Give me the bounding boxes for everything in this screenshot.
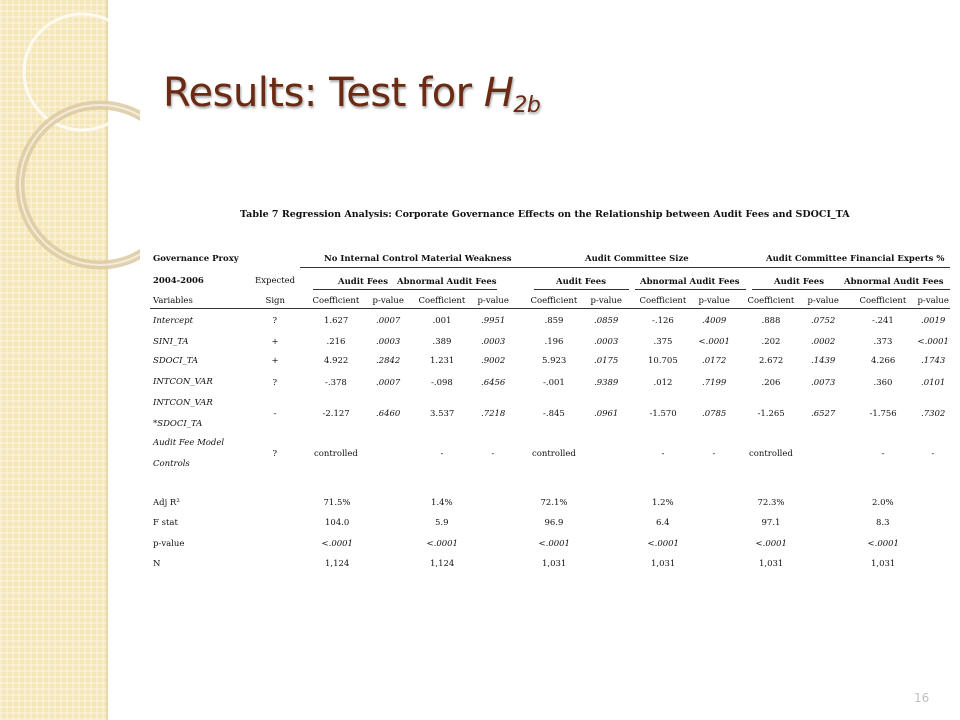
table-cell: .7218 [481,409,506,419]
table-cell: .389 [432,337,452,347]
stat-value: 1,031 [759,559,784,569]
table-cell: .0019 [921,316,946,326]
table-cell: 2.672 [759,356,784,366]
stat-value: <.0001 [538,539,570,549]
table-cell: .206 [761,378,781,388]
subgroup-header: Abnormal Audit Fees [640,277,740,287]
table-cell: .1439 [811,356,836,366]
table-cell: controlled [532,449,576,459]
subgroup-rule [752,289,848,290]
stat-label: p-value [153,539,185,549]
stat-value: 8.3 [876,518,890,528]
stat-value: <.0001 [755,539,787,549]
expected-label: Expected [255,276,296,286]
stat-value: 5.9 [435,518,449,528]
title-hypothesis: H [483,70,514,116]
table-cell: .9951 [481,316,506,326]
table-cell: .0003 [376,337,401,347]
group-header: No Internal Control Material Weakness [324,254,512,264]
sign-label: Sign [265,296,285,306]
table-cell: -2.127 [322,409,350,419]
subgroup-header: Abnormal Audit Fees [397,277,497,287]
table-cell: 4.922 [324,356,349,366]
subgroup-header: Audit Fees [774,277,825,287]
stat-value: 1,031 [871,559,896,569]
group-header: Audit Committee Financial Experts % [766,254,945,264]
stat-value: 72.1% [540,498,568,508]
row-variable-name: SINI_TA [153,337,189,347]
row-variable-name: Audit Fee Model [153,438,225,448]
table-cell: .0785 [702,409,727,419]
table-cell: - [712,449,716,459]
table-cell: -1.570 [649,409,677,419]
stat-value: 6.4 [656,518,670,528]
table-cell: .0961 [594,409,619,419]
table-cell: 10.705 [648,356,678,366]
table-cell: .0007 [376,378,401,388]
table-cell: .0752 [811,316,836,326]
table-cell: .012 [653,378,673,388]
stat-label: Adj R² [153,498,180,508]
row-sign: ? [272,449,278,459]
title-text: Results: Test for [163,70,484,116]
subgroup-header: Audit Fees [338,277,389,287]
table-cell: .7302 [921,409,946,419]
column-header: p-value [590,296,622,306]
stat-value: 1,031 [651,559,676,569]
stat-value: 72.3% [757,498,785,508]
table-cell: 1.627 [324,316,349,326]
table-cell: .373 [873,337,893,347]
subgroup-rule [845,289,950,290]
table-cell: .375 [653,337,673,347]
stat-value: 1.4% [431,498,453,508]
table-cell: -1.756 [869,409,897,419]
page-number: 16 [914,691,930,705]
table-cell: .2842 [376,356,401,366]
subgroup-header: Audit Fees [556,277,607,287]
table-cell: <.0001 [698,337,730,347]
row-sign: - [273,409,277,419]
table-cell: - [491,449,495,459]
table-cell: .6456 [481,378,506,388]
table-cell: .7199 [702,378,727,388]
table-cell: .9389 [594,378,619,388]
stat-value: 1,124 [325,559,350,569]
table-cell: - [881,449,885,459]
row-variable-name-cont: *SDOCI_TA [153,419,203,429]
stat-value: 97.1 [761,518,781,528]
table-cell: .0175 [594,356,619,366]
table-cell: 4.266 [871,356,896,366]
table-cell: .001 [432,316,452,326]
table-cell: .6527 [811,409,836,419]
table-cell: .9002 [481,356,506,366]
table-cell: - [661,449,665,459]
slide-title [163,70,540,118]
table-cell: .888 [761,316,781,326]
table-cell: .0003 [481,337,506,347]
stat-value: 1,124 [430,559,455,569]
table-cell: controlled [749,449,793,459]
stat-value: 71.5% [323,498,351,508]
table-cell: .202 [761,337,781,347]
stat-value: <.0001 [426,539,458,549]
table-cell: .196 [544,337,564,347]
stat-value: 104.0 [325,518,350,528]
row-sign: ? [272,316,278,326]
stat-value: <.0001 [867,539,899,549]
row-variable-name: SDOCI_TA [153,356,199,366]
column-header: p-value [698,296,730,306]
table-cell: -.001 [543,378,565,388]
variables-label: Variables [153,296,193,306]
row-sign: ? [272,378,278,388]
table-caption: Table 7 Regression Analysis: Corporate Governance Effects on the Relationship between Audit Fees and SDOCI_TA [240,209,850,220]
stat-label: N [153,559,161,569]
group-header: Audit Committee Size [585,254,689,264]
table-cell: -.098 [431,378,453,388]
header-rule-1 [300,267,950,268]
stat-value: 2.0% [872,498,894,508]
column-header: p-value [372,296,404,306]
row-variable-name-cont: Controls [153,459,190,469]
table-cell: .859 [544,316,564,326]
subgroup-header: Abnormal Audit Fees [844,277,944,287]
row-sign: + [271,356,279,366]
table-cell: .360 [873,378,893,388]
table-cell: .1743 [921,356,946,366]
table-cell: -.845 [543,409,565,419]
column-header: Coefficient [747,296,795,306]
table-cell: - [440,449,444,459]
header-rule-3 [150,308,950,309]
subgroup-rule [534,289,629,290]
column-header: Coefficient [530,296,578,306]
table-cell: .0101 [921,378,946,388]
table-cell: 1.231 [430,356,455,366]
column-header: Coefficient [639,296,687,306]
table-cell: 3.537 [430,409,455,419]
table-cell: -.241 [872,316,894,326]
stat-label: F stat [153,518,178,528]
column-header: p-value [807,296,839,306]
table-cell: -.126 [652,316,674,326]
stat-value: <.0001 [321,539,353,549]
table-cell: .0073 [811,378,836,388]
column-header: Coefficient [312,296,360,306]
table-cell: .0859 [594,316,619,326]
table-cell: 5.923 [542,356,567,366]
table-cell: .216 [326,337,346,347]
row-variable-name: Intercept [153,316,193,326]
period-label: 2004-2006 [153,276,204,286]
stat-value: <.0001 [647,539,679,549]
table-cell: .6460 [376,409,401,419]
table-cell: .0002 [811,337,836,347]
decorative-rings [0,0,140,330]
title-subscript: 2b [513,93,541,118]
governance-proxy-label: Governance Proxy [153,254,239,264]
column-header: Coefficient [418,296,466,306]
table-cell: <.0001 [917,337,949,347]
table-cell: .0003 [594,337,619,347]
stat-value: 1,031 [542,559,567,569]
row-variable-name: INTCON_VAR [153,398,213,408]
row-variable-name: INTCON_VAR [153,377,213,387]
column-header: Coefficient [859,296,907,306]
table-cell: -1.265 [757,409,785,419]
table-cell: .4009 [702,316,727,326]
subgroup-rule [398,289,497,290]
column-header: p-value [477,296,509,306]
table-cell: controlled [314,449,358,459]
table-cell: .0007 [376,316,401,326]
row-sign: + [271,337,279,347]
table-cell: - [931,449,935,459]
stat-value: 96.9 [544,518,564,528]
table-cell: .0172 [702,356,727,366]
column-header: p-value [917,296,949,306]
table-cell: -.378 [325,378,347,388]
stat-value: 1.2% [652,498,674,508]
subgroup-rule [635,289,746,290]
